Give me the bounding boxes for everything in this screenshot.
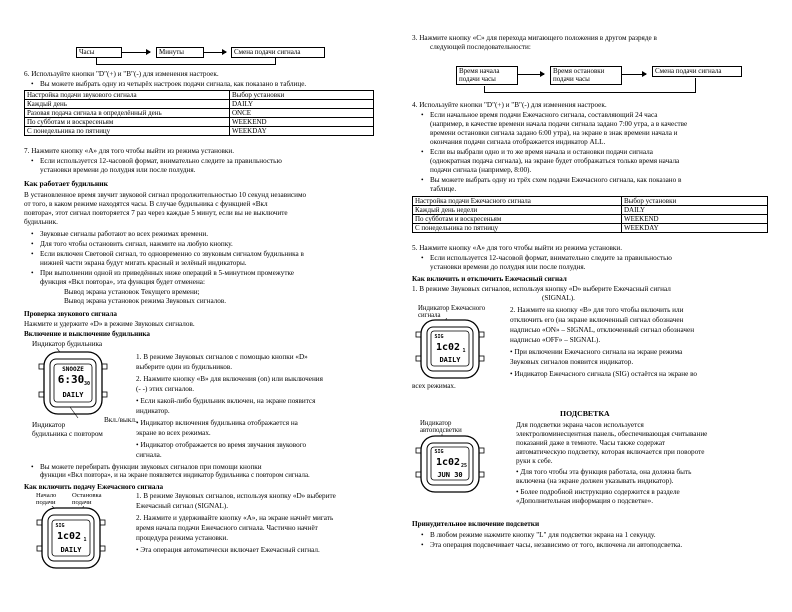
bullet-switch: • Вы можете перебирать функции звуковых сигналов при помощи кнопки — [40, 463, 262, 472]
backlight-text: включена (на экране должен указывать индикатор). — [516, 477, 674, 485]
bullet-item: • Для того чтобы остановить сигнал, нажмите на любую кнопку. — [40, 240, 233, 249]
signal-step: отключить его (на экране включенный сигнал обозначен — [510, 316, 684, 324]
table-cell: WEEKDAY — [622, 224, 768, 233]
table-header-row — [413, 197, 768, 206]
table-header-cell: Настройка подачи звукового сигнала — [25, 91, 230, 100]
flow-return-line — [96, 64, 276, 65]
watch-signal-illustration — [412, 318, 488, 380]
paragraph-line: В установленное время звучит звуковой сигнал продолжительностью 10 секунд независимо — [24, 191, 307, 199]
bullet-12h: • Если используется 12-часовой формат, внимательно следите за правильностью — [430, 254, 672, 263]
lcd-sig: SIG — [434, 334, 444, 340]
bullet-item-cont: функция «Вкл повтора», эта функция будет отменена: — [40, 278, 205, 286]
bullet-item-cont: окончания подачи сигнала отображается индикатор ALL. — [430, 138, 606, 146]
lcd-seconds: 1 — [462, 348, 466, 354]
flow-box-minutes: Минуты — [156, 47, 204, 58]
paragraph-line: будильник. — [24, 218, 58, 226]
onoff-step: 2. Нажмите кнопку «B» для включения (on) или выключения — [136, 375, 323, 383]
onoff-step: сигнала. — [136, 451, 162, 459]
lcd-date: JUN 30 — [437, 471, 463, 479]
label-alarm-indicator: Индикатор будильника — [32, 340, 103, 348]
lcd-day-mode: DAILY — [439, 356, 461, 364]
bullet-12h: • Если используется 12-часовой формат, внимательно следите за правильностью — [40, 157, 282, 166]
signal-step-tail: всех режимах. — [412, 382, 456, 390]
table-header-cell: Выбор установки — [622, 197, 768, 206]
label-start-time: Начало подачи — [36, 492, 57, 506]
table-cell: По субботам и воскресеньям — [413, 215, 622, 224]
hourly-step: процедура режима установки. — [136, 534, 229, 542]
step-5: 5. Нажмите кнопку «A» для того чтобы выйти из режима установки. — [412, 244, 623, 252]
heading-backlight: ПОДСВЕТКА — [560, 409, 610, 418]
backlight-text: Для подсветки экрана часов используется — [516, 421, 644, 429]
hourly-step: 1. В режиме Звуковых сигналов, используя кнопку «D» выберите — [136, 492, 336, 500]
table-row — [25, 109, 374, 118]
table-cell: Каждый день недели — [413, 206, 622, 215]
lcd-time: 6:30 — [57, 373, 85, 386]
table-cell: Каждый день — [25, 100, 230, 109]
table-cell: Разовая подача сигнала в определённый день — [25, 109, 230, 118]
backlight-text: • Для того чтобы эта функция работала, она должна быть — [516, 468, 692, 476]
label-snooze-indicator: Индикатор — [32, 421, 66, 429]
bullet-12h-cont: установки времени до полудня или после полудня. — [40, 166, 196, 174]
lcd-day-mode: DAILY — [62, 391, 84, 399]
lcd-seconds: 1 — [83, 537, 87, 543]
label-hourly-indicator: Индикатор Ежечасного сигнала — [418, 305, 486, 319]
bullet-item: • При выполнении одной из приведённых ниже операций в 5-минутном промежутке — [40, 269, 294, 278]
onoff-step: выберите один из будильников. — [136, 363, 233, 371]
table-cell: С понедельника по пятницу — [413, 224, 622, 233]
signal-step-1-cont: (SIGNAL). — [542, 294, 575, 302]
step-6: 6. Используйте кнопки "D"(+) и "B"(-) для изменения настроек. — [24, 70, 219, 78]
table-cell: DAILY — [622, 206, 768, 215]
sub-item: Вывод экрана установок режима Звуковых сигналов. — [64, 297, 227, 305]
signal-step: надписью «ON» – SIGNAL, отключенный сигнал обозначен — [510, 326, 695, 334]
onoff-step: индикатор. — [136, 407, 170, 415]
watch-hourly-illustration — [36, 506, 106, 570]
label-autolight-indicator: Индикатор автоподсветки — [420, 420, 462, 434]
table-row — [25, 118, 374, 127]
lcd-snooze: SNOOZE — [62, 366, 84, 373]
lcd-time: 1c02 — [435, 457, 461, 468]
lcd-seconds: 25 — [460, 463, 468, 469]
hourly-step: Ежечасный сигнал (SIGNAL). — [136, 502, 228, 510]
table-cell: DAILY — [230, 100, 374, 109]
signal-step-1: 1. В режиме Звуковых сигналов, используя кнопку «D» выберите Ежечасный сигнал — [412, 285, 671, 293]
table-row — [25, 127, 374, 136]
flow-box-mode: Смена подачи сигнала — [652, 66, 742, 77]
heading-alarm-onoff: Включение и выключение будильника — [24, 330, 151, 338]
paragraph-line: повтора», этот сигнал повторяется 7 раз через каждые 5 минут, если вы не выключите — [24, 209, 288, 217]
table-cell: С понедельника по пятницу — [25, 127, 230, 136]
bullet-item: • Если начальное время подачи Ежечасного сигнала, составляющий 24 часа — [430, 111, 657, 120]
flow-return-line — [275, 58, 276, 64]
table-cell: WEEKEND — [230, 118, 374, 127]
bullet-item: • В любом режиме нажмите кнопку "L" для подсветки экрана на 1 секунду. — [430, 531, 656, 540]
bullet-12h-cont: установки времени до полудня или после полудня. — [430, 263, 586, 271]
onoff-step: • Индикатор отображается во время звучания звукового — [136, 441, 307, 449]
backlight-text: показаний даже в темноте. Часы также содержат — [516, 439, 665, 447]
bullet-item: • Если включен Световой сигнал, то одновременно со звуковым сигналом будильника в — [40, 250, 304, 259]
lcd-day-mode: DAILY — [60, 546, 82, 554]
bullet-item-cont: таблице. — [430, 185, 457, 193]
table-cell: WEEKEND — [622, 215, 768, 224]
bullet-switch-cont: функции «Вкл повтора», и на экране появляется индикатор будильника с повтором сигнала. — [40, 472, 310, 479]
flow-return-line — [484, 92, 696, 93]
onoff-step: 1. В режиме Звуковых сигналов с помощью кнопки «D» — [136, 353, 308, 361]
bullet-item: • Звуковые сигналы работают во всех режимах времени. — [40, 230, 208, 239]
lcd-time: 1c02 — [435, 342, 461, 353]
bullet-item-cont: подачи сигнала (например, 8:00). — [430, 166, 532, 174]
sub-item: Вывод экрана установок Текущего времени; — [64, 288, 200, 296]
lcd-time: 1c02 — [56, 531, 82, 542]
flow-arrow — [622, 74, 646, 75]
onoff-step: (- -) этих сигналов. — [136, 385, 195, 393]
watch-alarm-illustration — [38, 348, 108, 420]
flow-box-start: Время начала подачи часы — [456, 66, 518, 85]
backlight-text: электролюминесцентная панель, обеспечивающая считывание — [516, 430, 708, 438]
table-cell: По субботам и воскресеньям — [25, 118, 230, 127]
lcd-sig: SIG — [55, 523, 65, 529]
backlight-text: «Дополнительная информация о подсветке». — [516, 497, 654, 505]
bullet-choose-setting: • Вы можете выбрать одну из четырёх настроек подачи сигнала, как показано в таблице. — [40, 80, 306, 89]
flow-arrow — [204, 52, 226, 53]
bullet-item-cont: времени остановки сигнала задано 6:00 утра), на экране в знак времени начала и — [430, 129, 678, 137]
watch-backlight-illustration — [412, 434, 488, 494]
label-on-off: Вкл./выкл. — [104, 416, 137, 424]
bullet-item-cont: (однократная подача сигнала), на экране будет отображаться только время начала — [430, 157, 680, 165]
label-stop-time: Остановка подачи — [72, 492, 102, 506]
heading-test-alarm: Проверка звукового сигнала — [24, 310, 117, 318]
heading-manual-light: Принудительное включение подсветки — [412, 520, 540, 528]
label-snooze-indicator-cont: будильника с повтором — [32, 430, 103, 438]
onoff-step: • Индикатор включения будильника отображается на — [136, 419, 298, 427]
flow-box-stop: Время остановки подачи часы — [550, 66, 622, 85]
step-3: 3. Нажмите кнопку «C» для перехода мигающего положения в другом разряде в — [412, 34, 657, 42]
hourly-step: время начала подачи Ежечасного сигнала. Частично начнёт — [136, 524, 318, 532]
lcd-seconds: 30 — [83, 381, 91, 387]
bullet-item: • Вы можете выбрать одну из трёх схем подачи Ежечасного сигнала, как показано в — [430, 176, 681, 185]
signal-step: 2. Нажмите на кнопку «B» для того чтобы включить или — [510, 306, 684, 314]
bullet-item-cont: нижней части экрана будут мигать красный и зелёный индикаторы. — [40, 259, 247, 267]
bullet-item: • Эта операция подсвечивает часы, независимо от того, включена ли автоподсветка. — [430, 541, 682, 550]
backlight-text: руки к себе. — [516, 457, 553, 465]
table-row — [413, 215, 768, 224]
flow-return-line — [695, 78, 696, 92]
flow-box-mode: Смена подачи сигнала — [231, 47, 325, 58]
table-row — [413, 224, 768, 233]
heading-signal-onoff: Как включить и отключить Ежечасный сигнал — [412, 275, 567, 283]
flow-arrow — [122, 52, 150, 53]
bullet-item-cont: (например, в качестве времени начала подачи сигнала задано 7:00 утра, а в качестве — [430, 120, 688, 128]
table-cell: ONCE — [230, 109, 374, 118]
hourly-step: • Эта операция автоматически включает Ежечасный сигнал. — [136, 546, 320, 554]
heading-how-alarm-works: Как работает будильник — [24, 179, 108, 188]
signal-step: • При включении Ежечасного сигнала на экране режима — [510, 348, 683, 356]
table-cell: WEEKDAY — [230, 127, 374, 136]
flow-arrow — [518, 74, 544, 75]
lcd-sig: SIG — [434, 449, 444, 455]
flow-box-hours: Часы — [76, 47, 122, 58]
signal-step: • Индикатор Ежечасного сигнала (SIG) остаётся на экране во — [510, 370, 698, 378]
table-row — [413, 206, 768, 215]
hourly-step: 2. Нажмите и удерживайте кнопку «A», на экране начнёт мигать — [136, 514, 334, 522]
table-header-cell: Выбор установки — [230, 91, 374, 100]
alarm-settings-table — [24, 90, 374, 136]
onoff-step: экране во всех режимах. — [136, 429, 211, 437]
backlight-text: автоматическую подсветку, которая включается при повороте — [516, 448, 705, 456]
table-header-cell: Настройка подачи Ежечасного сигнала — [413, 197, 622, 206]
hourly-settings-table — [412, 196, 768, 233]
step-4: 4. Используйте кнопки "D"(+) и "B"(-) для изменения настроек. — [412, 101, 607, 109]
signal-step: надписью «OFF» – SIGNAL). — [510, 336, 601, 344]
backlight-text: • Более подробной инструкцию содержится в разделе — [516, 488, 680, 496]
step-3-cont: следующей последовательности: — [430, 43, 531, 51]
onoff-step: • Если какой-либо будильник включен, на экране появится — [136, 397, 316, 405]
bullet-item: • Если вы выбрали одно и то же время начала и остановки подачи сигнала — [430, 148, 653, 157]
paragraph-line: от того, в каком режиме находятся часы. В случае будильника с функцией «Вкл — [24, 200, 268, 208]
table-row — [25, 100, 374, 109]
step-7: 7. Нажмите кнопку «A» для того чтобы выйти из режима установки. — [24, 147, 235, 155]
signal-step: Звуковых сигналов появится индикатор. — [510, 358, 634, 366]
table-header-row — [25, 91, 374, 100]
test-instruction: Нажмите и удержите «D» в режиме Звуковых сигналов. — [24, 320, 195, 328]
heading-hourly-signal: Как включить подачу Ежечасного сигнала — [24, 483, 164, 491]
